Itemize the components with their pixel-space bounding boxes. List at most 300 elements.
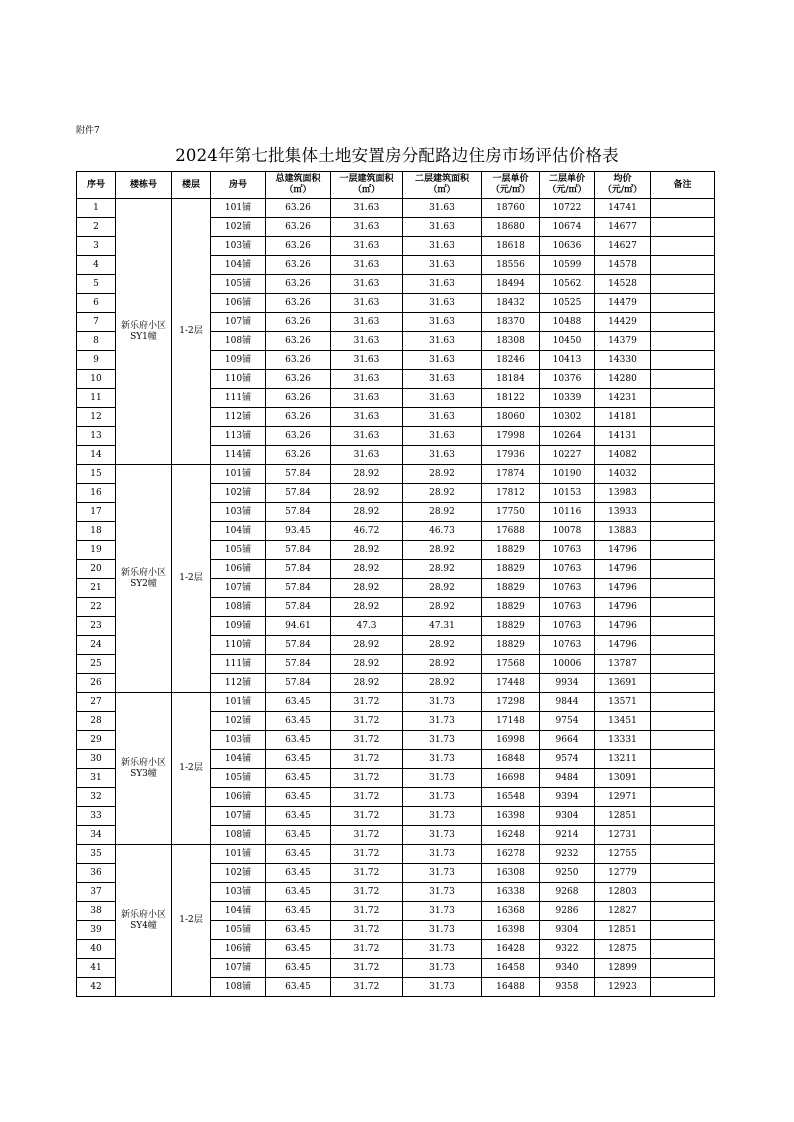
f1-area-cell: 31.72 (331, 902, 403, 921)
total-area-cell: 63.26 (266, 351, 331, 370)
f1-price-cell: 18829 (482, 617, 540, 636)
remark-cell (651, 826, 715, 845)
f2-area-cell: 31.73 (403, 826, 482, 845)
seq-cell: 39 (77, 921, 116, 940)
header-building: 楼栋号 (116, 172, 172, 199)
header-total-area-unit: （㎡） (284, 185, 312, 195)
f1-area-cell: 31.72 (331, 788, 403, 807)
table-row (77, 693, 715, 712)
remark-cell (651, 446, 715, 465)
f2-area-cell: 31.63 (403, 237, 482, 256)
seq-cell: 34 (77, 826, 116, 845)
f2-area-cell: 31.73 (403, 788, 482, 807)
room-cell: 107铺 (211, 579, 266, 598)
f1-area-cell: 31.72 (331, 750, 403, 769)
remark-cell (651, 712, 715, 731)
header-seq: 序号 (77, 172, 116, 199)
f1-area-cell: 31.63 (331, 294, 403, 313)
seq-cell: 4 (77, 256, 116, 275)
seq-cell: 33 (77, 807, 116, 826)
f1-price-cell: 16998 (482, 731, 540, 750)
table-body (77, 199, 715, 997)
f1-price-cell: 16338 (482, 883, 540, 902)
room-cell: 104铺 (211, 256, 266, 275)
remark-cell (651, 275, 715, 294)
f1-price-cell: 18246 (482, 351, 540, 370)
avg-price-cell: 12755 (595, 845, 651, 864)
f2-price-cell: 9358 (540, 978, 595, 997)
f2-area-cell: 31.63 (403, 389, 482, 408)
total-area-cell: 63.26 (266, 199, 331, 218)
seq-cell: 35 (77, 845, 116, 864)
seq-cell: 2 (77, 218, 116, 237)
room-cell: 108铺 (211, 978, 266, 997)
room-cell: 111铺 (211, 655, 266, 674)
total-area-cell: 63.45 (266, 750, 331, 769)
total-area-cell: 63.45 (266, 940, 331, 959)
remark-cell (651, 807, 715, 826)
remark-cell (651, 199, 715, 218)
seq-cell: 29 (77, 731, 116, 750)
avg-price-cell: 12779 (595, 864, 651, 883)
f1-area-cell: 28.92 (331, 598, 403, 617)
f1-area-cell: 28.92 (331, 503, 403, 522)
header-avg-price (595, 172, 651, 199)
remark-cell (651, 693, 715, 712)
floor-cell: 1-2层 (172, 199, 211, 465)
f1-price-cell: 18829 (482, 560, 540, 579)
total-area-cell: 57.84 (266, 579, 331, 598)
table-row (77, 199, 715, 218)
f2-area-cell: 31.73 (403, 921, 482, 940)
f2-area-cell: 31.73 (403, 864, 482, 883)
avg-price-cell: 14280 (595, 370, 651, 389)
f1-area-cell: 31.63 (331, 237, 403, 256)
floor-cell: 1-2层 (172, 693, 211, 845)
f1-area-cell: 31.72 (331, 826, 403, 845)
f2-price-cell: 10413 (540, 351, 595, 370)
f1-price-cell: 18370 (482, 313, 540, 332)
remark-cell (651, 750, 715, 769)
remark-cell (651, 864, 715, 883)
seq-cell: 30 (77, 750, 116, 769)
f2-price-cell: 9304 (540, 921, 595, 940)
total-area-cell: 57.84 (266, 655, 331, 674)
f2-area-cell: 31.63 (403, 370, 482, 389)
avg-price-cell: 13331 (595, 731, 651, 750)
remark-cell (651, 921, 715, 940)
f1-area-cell: 31.72 (331, 769, 403, 788)
f2-area-cell: 31.63 (403, 351, 482, 370)
f2-price-cell: 9484 (540, 769, 595, 788)
f2-price-cell: 9340 (540, 959, 595, 978)
table-header-row (77, 172, 715, 199)
room-cell: 112铺 (211, 408, 266, 427)
seq-cell: 36 (77, 864, 116, 883)
building-cell (116, 845, 172, 997)
f2-price-cell: 10264 (540, 427, 595, 446)
room-cell: 106铺 (211, 294, 266, 313)
avg-price-cell: 12971 (595, 788, 651, 807)
room-cell: 108铺 (211, 826, 266, 845)
avg-price-cell: 14479 (595, 294, 651, 313)
f2-price-cell: 10116 (540, 503, 595, 522)
seq-cell: 28 (77, 712, 116, 731)
remark-cell (651, 465, 715, 484)
f2-price-cell: 10636 (540, 237, 595, 256)
f2-area-cell: 46.73 (403, 522, 482, 541)
avg-price-cell: 13091 (595, 769, 651, 788)
seq-cell: 7 (77, 313, 116, 332)
header-f2-area (403, 172, 482, 199)
seq-cell: 8 (77, 332, 116, 351)
total-area-cell: 63.45 (266, 788, 331, 807)
avg-price-cell: 14796 (595, 560, 651, 579)
header-total-area (266, 172, 331, 199)
f2-price-cell: 9250 (540, 864, 595, 883)
f1-price-cell: 17874 (482, 465, 540, 484)
room-cell: 107铺 (211, 807, 266, 826)
avg-price-cell: 14528 (595, 275, 651, 294)
f2-price-cell: 10722 (540, 199, 595, 218)
f1-area-cell: 31.63 (331, 427, 403, 446)
room-cell: 102铺 (211, 218, 266, 237)
avg-price-cell: 13787 (595, 655, 651, 674)
seq-cell: 15 (77, 465, 116, 484)
seq-cell: 11 (77, 389, 116, 408)
f1-area-cell: 31.72 (331, 807, 403, 826)
seq-cell: 38 (77, 902, 116, 921)
remark-cell (651, 408, 715, 427)
f1-area-cell: 31.63 (331, 275, 403, 294)
f2-price-cell: 9268 (540, 883, 595, 902)
avg-price-cell: 14796 (595, 541, 651, 560)
avg-price-cell: 14741 (595, 199, 651, 218)
remark-cell (651, 655, 715, 674)
total-area-cell: 94.61 (266, 617, 331, 636)
total-area-cell: 63.45 (266, 883, 331, 902)
remark-cell (651, 427, 715, 446)
building-name-line1: 新乐府小区 (120, 567, 166, 578)
seq-cell: 13 (77, 427, 116, 446)
f1-price-cell: 16308 (482, 864, 540, 883)
room-cell: 110铺 (211, 636, 266, 655)
seq-cell: 3 (77, 237, 116, 256)
f1-price-cell: 17298 (482, 693, 540, 712)
f1-area-cell: 31.63 (331, 370, 403, 389)
remark-cell (651, 218, 715, 237)
f2-area-cell: 47.31 (403, 617, 482, 636)
avg-price-cell: 14627 (595, 237, 651, 256)
f1-area-cell: 31.72 (331, 712, 403, 731)
f1-price-cell: 18680 (482, 218, 540, 237)
f2-price-cell: 10227 (540, 446, 595, 465)
f1-area-cell: 31.72 (331, 978, 403, 997)
room-cell: 108铺 (211, 598, 266, 617)
f2-area-cell: 31.63 (403, 408, 482, 427)
building-name-line1: 新乐府小区 (120, 757, 166, 768)
total-area-cell: 63.45 (266, 693, 331, 712)
remark-cell (651, 959, 715, 978)
total-area-cell: 57.84 (266, 598, 331, 617)
remark-cell (651, 940, 715, 959)
f1-area-cell: 31.63 (331, 256, 403, 275)
price-table (76, 171, 715, 997)
room-cell: 103铺 (211, 883, 266, 902)
remark-cell (651, 883, 715, 902)
f2-area-cell: 31.73 (403, 959, 482, 978)
remark-cell (651, 788, 715, 807)
room-cell: 102铺 (211, 712, 266, 731)
f2-area-cell: 28.92 (403, 465, 482, 484)
f2-area-cell: 28.92 (403, 541, 482, 560)
remark-cell (651, 256, 715, 275)
f2-area-cell: 31.73 (403, 902, 482, 921)
header-room: 房号 (211, 172, 266, 199)
room-cell: 104铺 (211, 522, 266, 541)
seq-cell: 24 (77, 636, 116, 655)
f1-area-cell: 47.3 (331, 617, 403, 636)
f1-price-cell: 16488 (482, 978, 540, 997)
header-f2-price-unit: （元/㎡） (547, 185, 587, 195)
f2-price-cell: 9232 (540, 845, 595, 864)
f1-area-cell: 31.63 (331, 218, 403, 237)
f1-area-cell: 31.63 (331, 408, 403, 427)
total-area-cell: 63.26 (266, 389, 331, 408)
seq-cell: 1 (77, 199, 116, 218)
room-cell: 105铺 (211, 769, 266, 788)
remark-cell (651, 902, 715, 921)
f1-price-cell: 16848 (482, 750, 540, 769)
f2-area-cell: 28.92 (403, 674, 482, 693)
avg-price-cell: 14578 (595, 256, 651, 275)
f2-area-cell: 31.73 (403, 731, 482, 750)
remark-cell (651, 674, 715, 693)
seq-cell: 23 (77, 617, 116, 636)
seq-cell: 16 (77, 484, 116, 503)
total-area-cell: 63.26 (266, 313, 331, 332)
f2-price-cell: 10763 (540, 560, 595, 579)
room-cell: 108铺 (211, 332, 266, 351)
room-cell: 106铺 (211, 560, 266, 579)
total-area-cell: 63.45 (266, 845, 331, 864)
seq-cell: 41 (77, 959, 116, 978)
remark-cell (651, 845, 715, 864)
total-area-cell: 57.84 (266, 465, 331, 484)
f2-price-cell: 10599 (540, 256, 595, 275)
f1-price-cell: 17448 (482, 674, 540, 693)
f2-price-cell: 10562 (540, 275, 595, 294)
room-cell: 110铺 (211, 370, 266, 389)
remark-cell (651, 237, 715, 256)
f2-price-cell: 10376 (540, 370, 595, 389)
total-area-cell: 63.45 (266, 978, 331, 997)
f2-price-cell: 10763 (540, 617, 595, 636)
remark-cell (651, 503, 715, 522)
header-f1-area-unit: （㎡） (352, 185, 380, 195)
f1-area-cell: 31.63 (331, 389, 403, 408)
room-cell: 111铺 (211, 389, 266, 408)
f2-price-cell: 9574 (540, 750, 595, 769)
seq-cell: 10 (77, 370, 116, 389)
room-cell: 106铺 (211, 940, 266, 959)
total-area-cell: 63.26 (266, 218, 331, 237)
f2-price-cell: 10488 (540, 313, 595, 332)
room-cell: 101铺 (211, 199, 266, 218)
f1-area-cell: 31.63 (331, 351, 403, 370)
f2-price-cell: 10763 (540, 636, 595, 655)
f1-price-cell: 18494 (482, 275, 540, 294)
avg-price-cell: 13983 (595, 484, 651, 503)
total-area-cell: 63.26 (266, 237, 331, 256)
f2-area-cell: 28.92 (403, 655, 482, 674)
header-f2-price-label: 二层单价 (548, 174, 585, 184)
header-f1-price (482, 172, 540, 199)
remark-cell (651, 541, 715, 560)
f2-price-cell: 10450 (540, 332, 595, 351)
remark-cell (651, 636, 715, 655)
f2-area-cell: 31.73 (403, 750, 482, 769)
avg-price-cell: 14796 (595, 636, 651, 655)
f1-price-cell: 18122 (482, 389, 540, 408)
f2-price-cell: 10339 (540, 389, 595, 408)
total-area-cell: 63.45 (266, 807, 331, 826)
floor-cell: 1-2层 (172, 845, 211, 997)
f1-area-cell: 28.92 (331, 484, 403, 503)
room-cell: 101铺 (211, 845, 266, 864)
f1-price-cell: 16278 (482, 845, 540, 864)
room-cell: 109铺 (211, 617, 266, 636)
seq-cell: 5 (77, 275, 116, 294)
avg-price-cell: 14379 (595, 332, 651, 351)
f2-area-cell: 28.92 (403, 560, 482, 579)
f1-price-cell: 16248 (482, 826, 540, 845)
f2-area-cell: 31.73 (403, 978, 482, 997)
f2-area-cell: 31.63 (403, 332, 482, 351)
f1-price-cell: 18308 (482, 332, 540, 351)
room-cell: 107铺 (211, 959, 266, 978)
f1-price-cell: 18829 (482, 598, 540, 617)
remark-cell (651, 617, 715, 636)
f1-area-cell: 31.63 (331, 199, 403, 218)
total-area-cell: 63.26 (266, 427, 331, 446)
remark-cell (651, 370, 715, 389)
f2-price-cell: 9322 (540, 940, 595, 959)
avg-price-cell: 14181 (595, 408, 651, 427)
building-name-line1: 新乐府小区 (120, 909, 166, 920)
remark-cell (651, 332, 715, 351)
total-area-cell: 63.45 (266, 769, 331, 788)
f1-area-cell: 31.72 (331, 940, 403, 959)
f2-area-cell: 31.73 (403, 883, 482, 902)
f2-price-cell: 9394 (540, 788, 595, 807)
avg-price-cell: 12803 (595, 883, 651, 902)
header-f1-area (331, 172, 403, 199)
f1-price-cell: 18829 (482, 636, 540, 655)
avg-price-cell: 14231 (595, 389, 651, 408)
seq-cell: 19 (77, 541, 116, 560)
room-cell: 114铺 (211, 446, 266, 465)
f2-price-cell: 10153 (540, 484, 595, 503)
avg-price-cell: 12827 (595, 902, 651, 921)
f1-area-cell: 31.72 (331, 883, 403, 902)
attachment-label: 附件7 (76, 126, 100, 136)
f2-area-cell: 31.63 (403, 199, 482, 218)
f1-price-cell: 16398 (482, 807, 540, 826)
seq-cell: 9 (77, 351, 116, 370)
avg-price-cell: 14796 (595, 579, 651, 598)
f2-area-cell: 28.92 (403, 503, 482, 522)
f2-area-cell: 28.92 (403, 484, 482, 503)
f2-price-cell: 10763 (540, 579, 595, 598)
avg-price-cell: 14131 (595, 427, 651, 446)
seq-cell: 12 (77, 408, 116, 427)
f2-area-cell: 31.63 (403, 313, 482, 332)
remark-cell (651, 579, 715, 598)
f2-price-cell: 9934 (540, 674, 595, 693)
total-area-cell: 63.45 (266, 959, 331, 978)
remark-cell (651, 978, 715, 997)
f2-area-cell: 28.92 (403, 598, 482, 617)
f1-price-cell: 17688 (482, 522, 540, 541)
building-name-line2: SY3幢 (130, 768, 157, 779)
f2-area-cell: 31.73 (403, 712, 482, 731)
f1-area-cell: 28.92 (331, 465, 403, 484)
f2-price-cell: 10674 (540, 218, 595, 237)
seq-cell: 26 (77, 674, 116, 693)
f2-price-cell: 10078 (540, 522, 595, 541)
building-name-line2: SY2幢 (130, 578, 157, 589)
f2-area-cell: 31.63 (403, 427, 482, 446)
total-area-cell: 63.45 (266, 902, 331, 921)
f1-price-cell: 18432 (482, 294, 540, 313)
room-cell: 104铺 (211, 750, 266, 769)
f2-area-cell: 31.73 (403, 769, 482, 788)
total-area-cell: 57.84 (266, 541, 331, 560)
seq-cell: 22 (77, 598, 116, 617)
f2-area-cell: 31.63 (403, 218, 482, 237)
room-cell: 102铺 (211, 864, 266, 883)
avg-price-cell: 14032 (595, 465, 651, 484)
total-area-cell: 57.84 (266, 484, 331, 503)
avg-price-cell: 13571 (595, 693, 651, 712)
remark-cell (651, 560, 715, 579)
room-cell: 106铺 (211, 788, 266, 807)
room-cell: 103铺 (211, 237, 266, 256)
header-avg-price-unit: （元/㎡） (602, 185, 643, 195)
seq-cell: 40 (77, 940, 116, 959)
avg-price-cell: 14330 (595, 351, 651, 370)
avg-price-cell: 13451 (595, 712, 651, 731)
f1-price-cell: 18618 (482, 237, 540, 256)
avg-price-cell: 14082 (595, 446, 651, 465)
table-row (77, 845, 715, 864)
avg-price-cell: 14677 (595, 218, 651, 237)
total-area-cell: 63.26 (266, 446, 331, 465)
avg-price-cell: 13933 (595, 503, 651, 522)
seq-cell: 6 (77, 294, 116, 313)
header-avg-price-label: 均价 (613, 174, 632, 184)
f1-price-cell: 17568 (482, 655, 540, 674)
header-f2-price (540, 172, 595, 199)
header-f2-area-label: 二层建筑面积 (414, 174, 469, 184)
room-cell: 101铺 (211, 693, 266, 712)
total-area-cell: 93.45 (266, 522, 331, 541)
total-area-cell: 63.45 (266, 921, 331, 940)
avg-price-cell: 12731 (595, 826, 651, 845)
seq-cell: 14 (77, 446, 116, 465)
header-f1-area-label: 一层建筑面积 (339, 174, 394, 184)
